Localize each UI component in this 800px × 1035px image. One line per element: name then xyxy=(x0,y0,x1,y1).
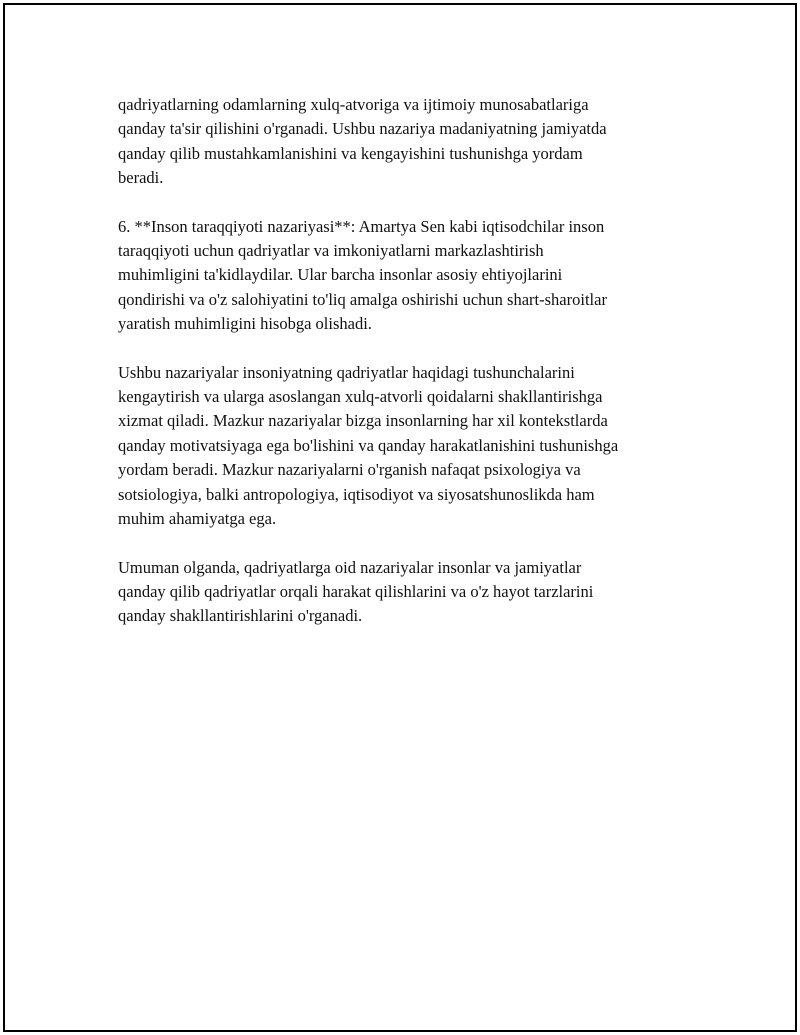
text-line: kengaytirish va ularga asoslangan xulq-atvorli qoidalarni shakllantirishga xyxy=(118,387,603,407)
text-line: beradi. xyxy=(118,168,164,188)
text-line: qadriyatlarning odamlarning xulq-atvoriga va ijtimoiy munosabatlariga xyxy=(118,95,589,114)
document-body xyxy=(118,93,698,653)
text-line: 6. **Inson taraqqiyoti nazariyasi**: Amartya Sen kabi iqtisodchilar inson xyxy=(118,216,605,236)
text-line: qanday qilib mustahkamlanishini va kengayishini tushunishga yordam xyxy=(118,143,583,163)
text-line: yordam beradi. Mazkur nazariyalarni o'rganish nafaqat psixologiya va xyxy=(118,460,581,480)
text-line: qondirishi va o'z salohiyatini to'liq amalga oshirishi uchun shart-sharoitlar xyxy=(118,289,607,309)
text-line: qanday ta'sir qilishini o'rganadi. Ushbu nazariya madaniyatning jamiyatda xyxy=(118,119,607,139)
text-line: qanday qilib qadriyatlar orqali harakat qilishlarini va o'z hayot tarzlarini xyxy=(118,581,594,601)
text-line: muhimligini ta'kidlaydilar. Ular barcha insonlar asosiy ehtiyojlarini xyxy=(118,265,563,285)
text-line: Umuman olganda, qadriyatlarga oid nazariyalar insonlar va jamiyatlar xyxy=(118,557,582,577)
text-line: qanday motivatsiyaga ega bo'lishini va qanday harakatlanishini tushunishga xyxy=(118,435,619,455)
paragraph-4 xyxy=(118,556,698,629)
text-line: sotsiologiya, balki antropologiya, iqtisodiyot va siyosatshunoslikda ham xyxy=(118,484,595,504)
text-line: Ushbu nazariyalar insoniyatning qadriyatlar haqidagi tushunchalarini xyxy=(118,362,575,382)
text-line: qanday shakllantirishlarini o'rganadi. xyxy=(118,606,363,626)
paragraph-1 xyxy=(118,93,698,191)
paragraph-3 xyxy=(118,361,698,532)
text-line: yaratish muhimligini hisobga olishadi. xyxy=(118,314,372,334)
text-line: muhim ahamiyatga ega. xyxy=(118,509,277,529)
text-line: taraqqiyoti uchun qadriyatlar va imkoniyatlarni markazlashtirish xyxy=(118,241,544,261)
paragraph-2 xyxy=(118,215,698,337)
text-line: xizmat qiladi. Mazkur nazariyalar bizga insonlarning har xil kontekstlarda xyxy=(118,411,608,431)
